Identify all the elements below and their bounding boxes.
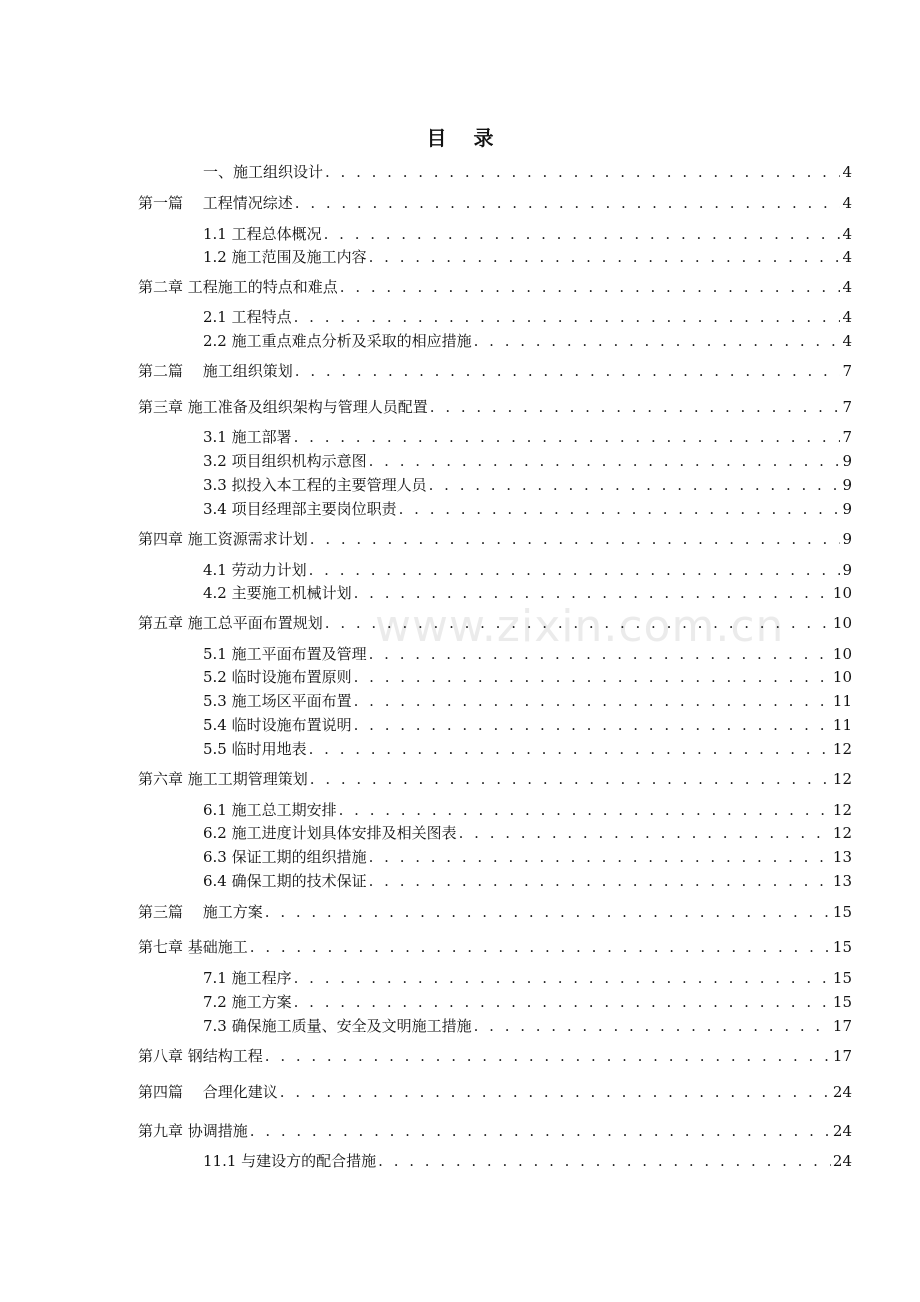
toc-entry[interactable] [203,427,852,447]
toc-entry-page: 10 [832,645,852,663]
toc-entry-label: 第六章 施工工期管理策划 [138,770,308,788]
toc-entry[interactable] [203,968,852,988]
toc-entry[interactable] [138,277,852,297]
toc-entry-page: 10 [832,584,852,602]
toc-leader-dots [294,307,841,327]
toc-entry[interactable] [203,560,852,580]
toc-leader-dots [459,823,831,843]
toc-entry-label: 3.3 拟投入本工程的主要管理人员 [203,476,427,494]
toc-entry-page: 4 [842,248,852,266]
toc-entry[interactable] [138,361,852,381]
watermark: www.zixin.com.cn [375,601,785,652]
toc-leader-dots [369,451,841,471]
toc-entry-label: 11.1 与建设方的配合措施 [203,1152,377,1170]
toc-entry-page: 12 [832,770,852,788]
toc-leader-dots [340,277,841,297]
toc-entry[interactable] [203,871,852,891]
toc-entry-label: 7.1 施工程序 [203,969,292,987]
toc-entry[interactable] [203,307,852,327]
toc-entry-label: 第五章 施工总平面布置规划 [138,614,323,632]
toc-entry[interactable] [203,499,852,519]
toc-entry-page: 9 [842,452,852,470]
toc-leader-dots [354,715,831,735]
toc-entry-page: 9 [842,500,852,518]
toc-entry-label: 4.2 主要施工机械计划 [203,584,352,602]
toc-entry-label: 6.2 施工进度计划具体安排及相关图表 [203,824,457,842]
toc-leader-dots [354,691,831,711]
toc-leader-dots [369,644,831,664]
toc-entry-page: 13 [832,848,852,866]
toc-leader-dots [295,193,841,213]
toc-entry[interactable] [138,1121,852,1141]
toc-entry-label: 第七章 基础施工 [138,938,248,956]
toc-entry-page: 9 [842,476,852,494]
toc-entry-page: 24 [832,1152,852,1170]
toc-leader-dots [429,475,841,495]
toc-entry-page: 11 [832,692,852,710]
toc-entry-label: 5.2 临时设施布置原则 [203,668,352,686]
toc-entry-page: 15 [832,938,852,956]
toc-entry[interactable] [203,162,852,182]
toc-leader-dots [369,871,831,891]
toc-entry[interactable] [203,992,852,1012]
toc-entry-page: 4 [842,163,852,181]
toc-leader-dots [294,427,841,447]
toc-entry-page: 24 [832,1083,852,1101]
toc-leader-dots [250,1121,831,1141]
toc-leader-dots [325,613,831,633]
toc-entry-page: 11 [832,716,852,734]
toc-leader-dots [369,847,831,867]
toc-entry[interactable] [203,331,852,351]
toc-entry-page: 15 [832,993,852,1011]
toc-entry-page: 12 [832,801,852,819]
toc-entry[interactable] [203,715,852,735]
toc-entry-page: 13 [832,872,852,890]
toc-entry-page: 4 [842,332,852,350]
toc-entry-label: 5.4 临时设施布置说明 [203,716,352,734]
toc-entry-page: 9 [842,530,852,548]
toc-entry[interactable] [138,529,852,549]
toc-leader-dots [280,1082,831,1102]
toc-entry[interactable] [138,193,852,213]
toc-leader-dots [474,1016,831,1036]
toc-entry[interactable] [203,583,852,603]
toc-entry-page: 15 [832,969,852,987]
toc-entry[interactable] [138,1082,852,1102]
toc-entry-label: 5.3 施工场区平面布置 [203,692,352,710]
toc-entry-label: 一、施工组织设计 [203,163,324,181]
toc-entry[interactable] [203,644,852,664]
toc-entry-page: 15 [832,903,852,921]
toc-entry[interactable] [203,1016,852,1036]
toc-entry-label: 6.1 施工总工期安排 [203,801,337,819]
toc-entry-label: 第八章 钢结构工程 [138,1047,263,1065]
toc-entry-label: 第四章 施工资源需求计划 [138,530,308,548]
toc-entry-label: 第三章 施工准备及组织架构与管理人员配置 [138,398,428,416]
toc-entry-label: 第四篇 合理化建议 [138,1083,278,1101]
toc-entry-label: 第二章 工程施工的特点和难点 [138,278,338,296]
toc-entry-page: 12 [832,824,852,842]
toc-entry-page: 10 [832,614,852,632]
toc-entry[interactable] [138,613,852,633]
toc-entry[interactable] [138,397,852,417]
toc-entry-label: 7.2 施工方案 [203,993,292,1011]
toc-leader-dots [310,529,841,549]
toc-entry-label: 6.4 确保工期的技术保证 [203,872,367,890]
toc-entry-page: 12 [832,740,852,758]
toc-entry-page: 7 [842,428,852,446]
toc-entry-label: 第三篇 施工方案 [138,903,263,921]
toc-entry-page: 9 [842,561,852,579]
toc-leader-dots [310,769,831,789]
toc-entry-page: 4 [842,278,852,296]
toc-entry[interactable] [203,691,852,711]
toc-leader-dots [295,361,841,381]
toc-entry[interactable] [138,769,852,789]
toc-entry[interactable] [203,451,852,471]
toc-entry-page: 24 [832,1122,852,1140]
toc-leader-dots [324,224,841,244]
toc-entry-label: 4.1 劳动力计划 [203,561,307,579]
toc-entry-label: 2.1 工程特点 [203,308,292,326]
toc-entry[interactable] [138,1046,852,1066]
toc-entry-label: 7.3 确保施工质量、安全及文明施工措施 [203,1017,472,1035]
toc-entry-page: 10 [832,668,852,686]
toc-entry-label: 6.3 保证工期的组织措施 [203,848,367,866]
toc-leader-dots [339,800,831,820]
toc-entry-label: 3.2 项目组织机构示意图 [203,452,367,470]
toc-leader-dots [325,162,840,182]
toc-entry[interactable] [203,224,852,244]
toc-entry-label: 3.1 施工部署 [203,428,292,446]
toc-entry[interactable] [203,475,852,495]
toc-leader-dots [250,937,831,957]
toc-entry-label: 5.5 临时用地表 [203,740,307,758]
toc-leader-dots [354,583,831,603]
toc-entry-label: 2.2 施工重点难点分析及采取的相应措施 [203,332,472,350]
toc-leader-dots [294,968,831,988]
toc-entry-label: 第九章 协调措施 [138,1122,248,1140]
toc-entry[interactable] [203,739,852,759]
toc-leader-dots [474,331,841,351]
toc-leader-dots [265,1046,831,1066]
toc-entry-page: 7 [842,362,852,380]
toc-leader-dots [369,247,841,267]
toc-leader-dots [309,739,831,759]
toc-leader-dots [354,667,831,687]
toc-entry[interactable] [138,902,852,922]
toc-entry[interactable] [203,247,852,267]
toc-leader-dots [265,902,831,922]
toc-leader-dots [399,499,841,519]
toc-entry[interactable] [203,847,852,867]
toc-entry[interactable] [203,800,852,820]
toc-entry-label: 3.4 项目经理部主要岗位职责 [203,500,397,518]
toc-entry-label: 5.1 施工平面布置及管理 [203,645,367,663]
toc-entry[interactable] [138,937,852,957]
toc-entry-label: 1.1 工程总体概况 [203,225,322,243]
toc-entry[interactable] [203,1151,852,1171]
toc-entry-page: 17 [832,1017,852,1035]
toc-entry-page: 4 [842,225,852,243]
toc-leader-dots [294,992,831,1012]
toc-entry-page: 4 [842,194,852,212]
toc-entry-page: 7 [842,398,852,416]
toc-entry-page: 4 [842,308,852,326]
toc-entry[interactable] [203,823,852,843]
toc-entry-page: 17 [832,1047,852,1065]
toc-entry-label: 1.2 施工范围及施工内容 [203,248,367,266]
toc-leader-dots [430,397,841,417]
toc-entry-label: 第二篇 施工组织策划 [138,362,293,380]
toc-entry-label: 第一篇 工程情况综述 [138,194,293,212]
toc-entry[interactable] [203,667,852,687]
toc-leader-dots [378,1151,831,1171]
toc-title: 目 录 [426,126,504,150]
toc-leader-dots [309,560,841,580]
